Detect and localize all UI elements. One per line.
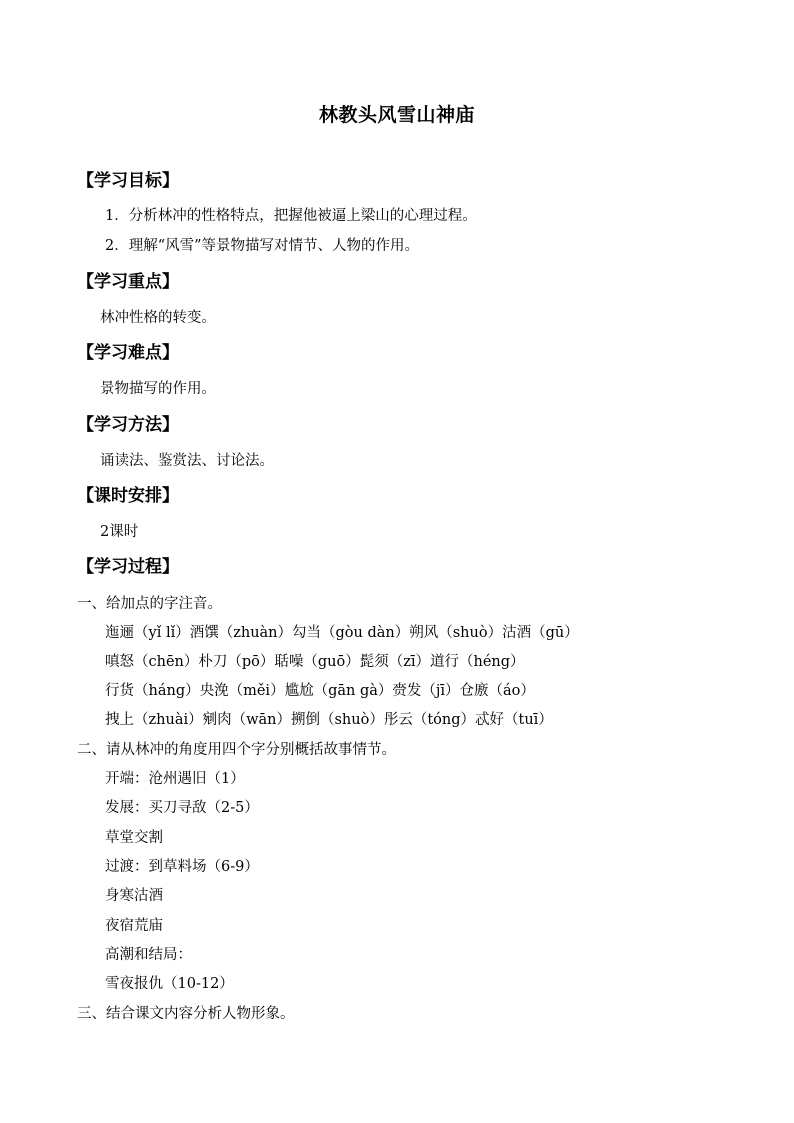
pinyin-line-1: 迤逦（yǐ lǐ）酒馔（zhuàn）勾当（gòu dàn）朔风（shuò）沽酒（gū） [105, 625, 579, 641]
plot-line-2: 发展：买刀寻敌（2-5） [105, 800, 259, 816]
plot-line-1: 开端：沧州遇旧（1） [105, 771, 245, 787]
part3-heading: 三、结合课文内容分析人物形象。 [77, 1006, 295, 1022]
plot-line-8: 雪夜报仇（10-12） [105, 976, 234, 992]
pinyin-line-2: 嗔怒（chēn）朴刀（pō）聒噪（guō）髭须（zī）道行（héng） [105, 654, 525, 670]
part1-heading: 一、给加点的字注音。 [77, 596, 222, 612]
goals-heading: 【学习目标】 [77, 171, 179, 191]
method-heading: 【学习方法】 [77, 415, 179, 435]
plot-line-7: 高潮和结局： [105, 947, 192, 963]
process-heading: 【学习过程】 [77, 557, 179, 577]
schedule-heading: 【课时安排】 [77, 486, 179, 506]
page-title: 林教头风雪山神庙 [318, 104, 475, 126]
part2-heading: 二、请从林冲的角度用四个字分别概括故事情节。 [77, 742, 396, 758]
goal-item-2: 2．理解“风雪”等景物描写对情节、人物的作用。 [105, 238, 420, 254]
pinyin-line-4: 拽上（zhuài）剜肉（wān）搠倒（shuò）彤云（tóng）忒好（tuī） [105, 712, 553, 728]
goal-item-1: 1．分析林冲的性格特点，把握他被逼上梁山的心理过程。 [105, 208, 477, 224]
method-text: 诵读法、鉴赏法、讨论法。 [100, 453, 274, 469]
plot-line-6: 夜宿荒庙 [105, 918, 163, 934]
focus-text: 林冲性格的转变。 [100, 310, 216, 326]
pinyin-line-3: 行货（háng）央浼（měi）尴尬（gān gà）赍发（jī）仓廒（áo） [105, 683, 535, 699]
focus-heading: 【学习重点】 [77, 272, 179, 292]
plot-line-3: 草堂交割 [105, 830, 163, 846]
difficulty-heading: 【学习难点】 [77, 343, 179, 363]
schedule-text: 2课时 [100, 524, 139, 540]
plot-line-5: 身寒沽酒 [105, 888, 163, 904]
difficulty-text: 景物描写的作用。 [100, 381, 216, 397]
plot-line-4: 过渡：到草料场（6-9） [105, 859, 259, 875]
